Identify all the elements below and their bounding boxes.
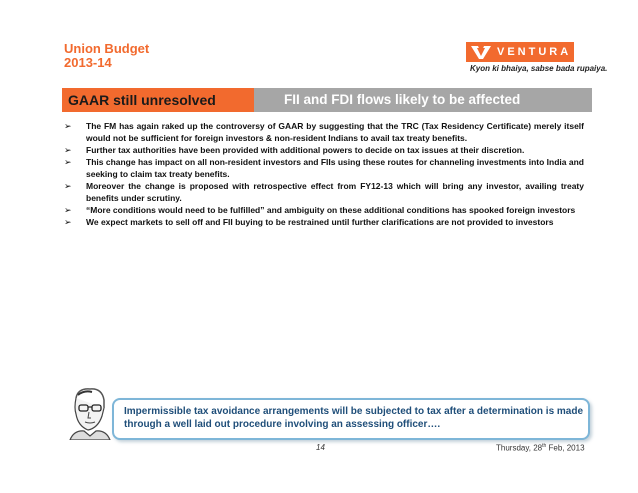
brand-line-1: Union Budget xyxy=(64,41,150,56)
footer-date xyxy=(496,443,585,453)
date-suffix-ordinal: th xyxy=(542,443,547,449)
bullet-text: This change has impact on all non-resident investors and FIIs using these routes for channeling investments into India and seeking to claim tax treaty benefits. xyxy=(86,157,584,179)
quote-callout xyxy=(112,398,590,440)
header-title-left: GAAR still unresolved xyxy=(62,88,254,112)
bullet-item xyxy=(64,204,584,216)
bullet-arrow-icon: ➢ xyxy=(64,217,72,227)
header-title-right: FII and FDI flows likely to be affected xyxy=(254,88,592,112)
ventura-logo-icon xyxy=(470,44,492,60)
brand-line-2: 2013-14 xyxy=(64,55,112,70)
date-rest: Feb, 2013 xyxy=(546,443,585,453)
bullet-text: Moreover the change is proposed with retrospective effect from FY12-13 which will bring any investor, availing treaty benefits under scrutiny. xyxy=(86,181,584,203)
page-number: 14 xyxy=(316,443,325,452)
bullet-arrow-icon: ➢ xyxy=(64,181,72,191)
bullet-arrow-icon: ➢ xyxy=(64,121,72,131)
bullet-text: We expect markets to sell off and FII buying to be restrained until further clarifications are not provided to investors xyxy=(86,217,554,227)
bullet-arrow-icon: ➢ xyxy=(64,145,72,155)
ventura-logo-text: VENTURA xyxy=(497,46,572,58)
bullet-item xyxy=(64,144,584,156)
brand-title xyxy=(64,42,149,70)
bullet-list xyxy=(64,120,584,228)
finance-minister-sketch-icon xyxy=(64,384,114,440)
bullet-arrow-icon: ➢ xyxy=(64,157,72,167)
bullet-text: Further tax authorities have been provided with additional powers to decide on tax issues at their discretion. xyxy=(86,145,525,155)
header-bar xyxy=(62,88,592,112)
bullet-item xyxy=(64,156,584,180)
logo-tagline: Kyon ki bhaiya, sabse bada rupaiya. xyxy=(470,64,608,73)
bullet-arrow-icon: ➢ xyxy=(64,205,72,215)
bullet-item xyxy=(64,216,584,228)
bullet-text: “More conditions would need to be fulfilled” and ambiguity on these additional conditions has spooked foreign investors xyxy=(86,205,576,215)
quote-text: Impermissible tax avoidance arrangements will be subjected to tax after a determination is made through a well laid out procedure involving an assessing officer…. xyxy=(124,406,584,430)
bullet-item xyxy=(64,120,584,144)
bullet-text: The FM has again raked up the controversy of GAAR by suggesting that the TRC (Tax Residency Certificate) merely itself would not be sufficient for foreign investors & non-resident Indians to avail tax treaty benefits. xyxy=(86,121,584,143)
bullet-item xyxy=(64,180,584,204)
date-prefix: Thursday, 28 xyxy=(496,443,543,453)
